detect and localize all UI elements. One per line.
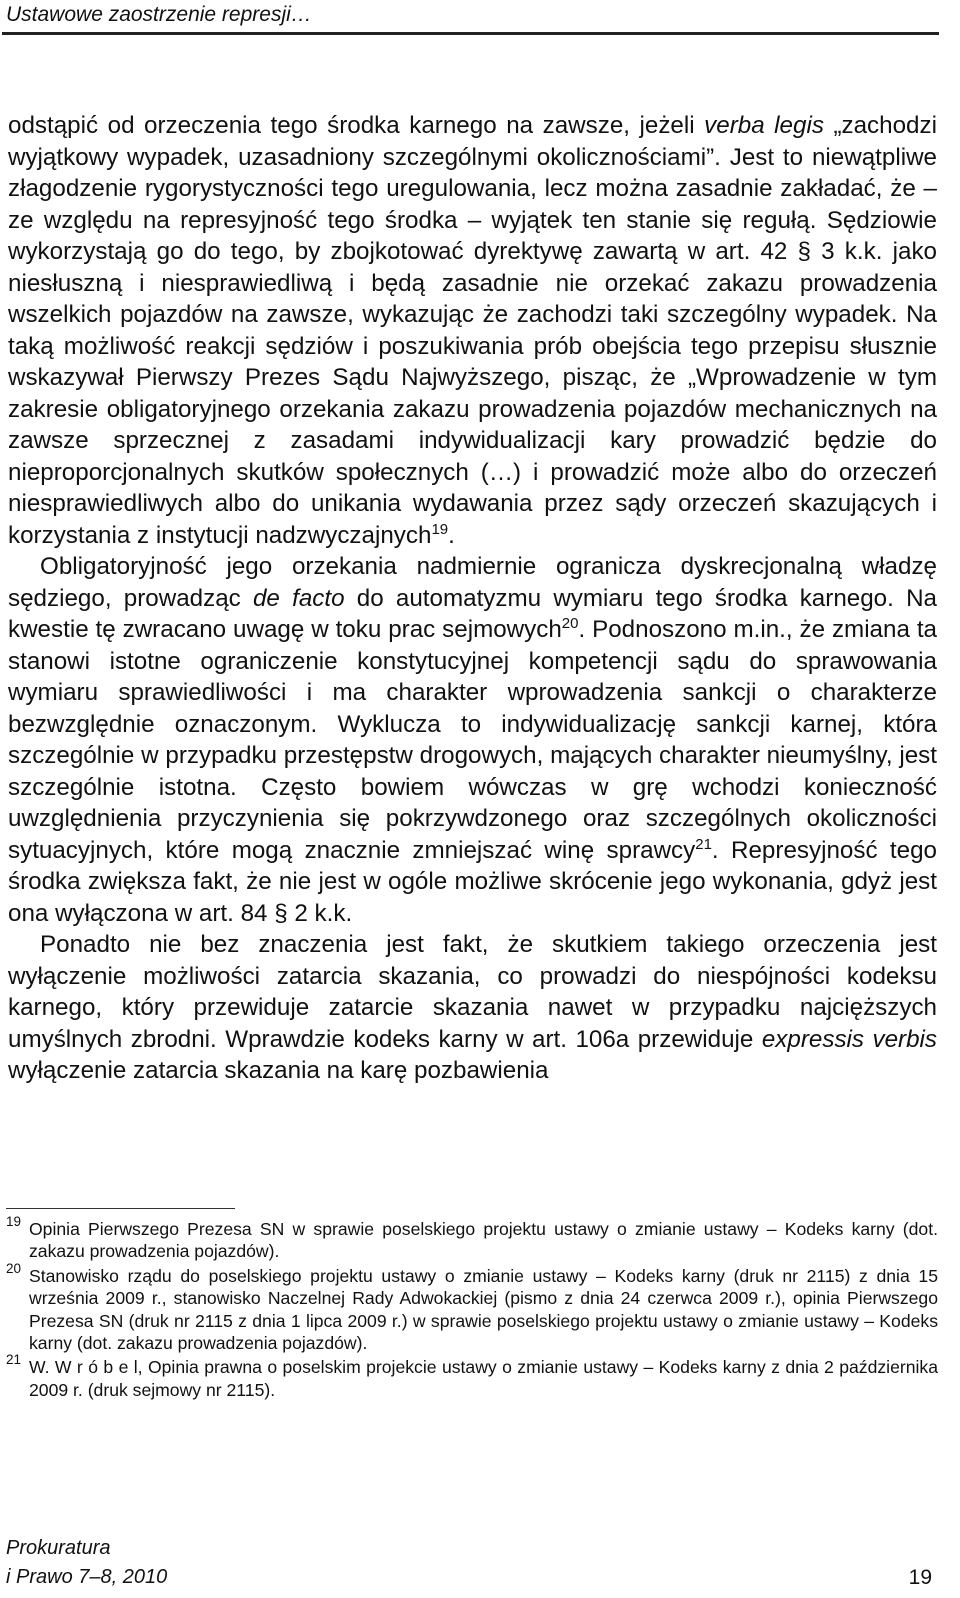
- footnote-separator: [6, 1208, 235, 1209]
- paragraph-2: [8, 551, 937, 929]
- footnote-20: [6, 1260, 938, 1355]
- journal-title: Prokuratura: [6, 1537, 111, 1559]
- italic-phrase: de facto: [252, 584, 345, 612]
- page-number: 19: [908, 1566, 932, 1589]
- text-run: „zachodzi wyjątkowy wypadek, uzasadniony szczególnymi okolicznościami”. Jest to niewątpliwe złagodzenie rygorystyczności tego uregulowania, lecz można zasadnie zakładać, że – ze względu na represyjność tego środka – wyjątek ten stanie się regułą. Sędziowie wykorzystają go do tego, by zbojkotować dyrektywę zawartą w art. 42 § 3 k.k. jako niesłuszną i niesprawiedliwą i będą zasadnie nie orzekać zakazu prowadzenia wszelkich pojazdów na zawsze, wykazując że zachodzi taki szczególny wypadek. Na taką możliwość reakcji sędziów i poszukiwania prób obejścia tego przepisu słusznie wskazywał Pierwszy Prezes Sądu Najwyższego, pisząc, że „Wprowadzenie w tym zakresie obligatoryjnego orzekania zakazu prowadzenia pojazdów mechanicznych na zawsze sprzecznej z zasadami indywidualizacji kary prowadzić będzie do nieproporcjonalnych skutków społecznych (…) i prowadzić może albo do orzeczeń niesprawiedliwych albo do unikania wydawania przez sądy orzeczeń skazujących i korzystania z instytucji nadzwyczajnych: [8, 112, 937, 549]
- journal-name: [6, 1534, 167, 1592]
- footnote-text: Opinia Pierwszego Prezesa SN w sprawie poselskiego projektu ustawy o zmianie ustawy – Kodeks karny (dot. zakazu prowadzenia pojazdów).: [29, 1219, 938, 1262]
- footnote-21: [6, 1352, 938, 1401]
- footnote-ref-20[interactable]: 20: [561, 614, 579, 632]
- running-header: Ustawowe zaostrzenie represji…: [6, 3, 312, 26]
- paragraph-1: [8, 110, 937, 551]
- footnotes: [6, 1214, 938, 1403]
- footnote-ref-21[interactable]: 21: [695, 835, 712, 853]
- journal-issue: i Prawo 7–8, 2010: [6, 1566, 168, 1588]
- text-run: . Represyjność tego środka zwiększa fakt, że nie jest w ogóle możliwe skrócenie jego wykonania, gdyż jest ona wyłączona w art. 84 § 2 k.k.: [8, 836, 937, 927]
- italic-phrase: expressis verbis: [761, 1025, 937, 1053]
- italic-phrase: verba legis: [704, 112, 824, 139]
- footnote-number: 19: [6, 1214, 22, 1229]
- text-run: . Podnoszono m.in., że zmiana ta stanowi istotne ograniczenie konstytucyjnej kompetencji sądu do sprawowania wymiaru sprawiedliwości i ma charakter wprowadzenia sankcji o charakterze bezwzględnie oznaczonym. Wyklucza to indywidualizację sankcji karnej, która szczególnie w przypadku przestępstw drogowych, mających charakter nieumyślny, jest szczególnie istotna. Często bowiem wówczas w grę wchodzi konieczność uwzględnienia przyczynienia się pokrzywdzonego oraz szczególnych okoliczności sytuacyjnych, które mogą znacznie zmniejszać winę sprawcy: [8, 616, 937, 864]
- text-run: odstąpić od orzeczenia tego środka karnego na zawsze, jeżeli: [8, 112, 705, 139]
- body-text: [8, 110, 937, 1087]
- text-run: wyłączenie zatarcia skazania na karę pozbawienia: [8, 1057, 549, 1084]
- footnote-19: [6, 1214, 938, 1263]
- text-run: do automatyzmu wymiaru tego środka karnego. Na kwestie tę zwracano uwagę w toku prac sejmowych: [8, 584, 937, 643]
- footnote-ref-19[interactable]: 19: [431, 520, 449, 538]
- footnote-number: 20: [6, 1260, 22, 1276]
- text-run: Ponadto nie bez znaczenia jest fakt, że skutkiem takiego orzeczenia jest wyłączenie możliwości zatarcia skazania, co prowadzi do niespójności kodeksu karnego, który przewiduje zatarcie skazania nawet w przypadku najcięższych umyślnych zbrodni. Wprawdzie kodeks karny w art. 106a przewiduje: [8, 931, 937, 1053]
- text-run: .: [448, 521, 455, 549]
- header-rule: [2, 32, 939, 35]
- footnote-text: Stanowisko rządu do poselskiego projektu ustawy o zmianie ustawy – Kodeks karny (druk nr 2115) z dnia 15 września 2009 r., stanowisko Naczelnej Rady Adwokackiej (pismo z dnia 24 czerwca 2009 r.), opinia Pierwszego Prezesa SN (druk nr 2115 z dnia 1 lipca 2009 r.) w sprawie poselskiego projektu ustawy o zmianie ustawy – Kodeks karny (dot. zakazu prowadzenia pojazdów).: [29, 1265, 938, 1354]
- text-run: Obligatoryjność jego orzekania nadmiernie ogranicza dyskrecjonalną władzę sędziego, prowadząc: [8, 553, 937, 612]
- footnote-number: 21: [6, 1352, 22, 1368]
- paragraph-3: [8, 929, 937, 1087]
- footnote-text: W. W r ó b e l, Opinia prawna o poselskim projekcie ustawy o zmianie ustawy – Kodeks karny z dnia 2 października 2009 r. (druk sejmowy nr 2115).: [29, 1357, 938, 1400]
